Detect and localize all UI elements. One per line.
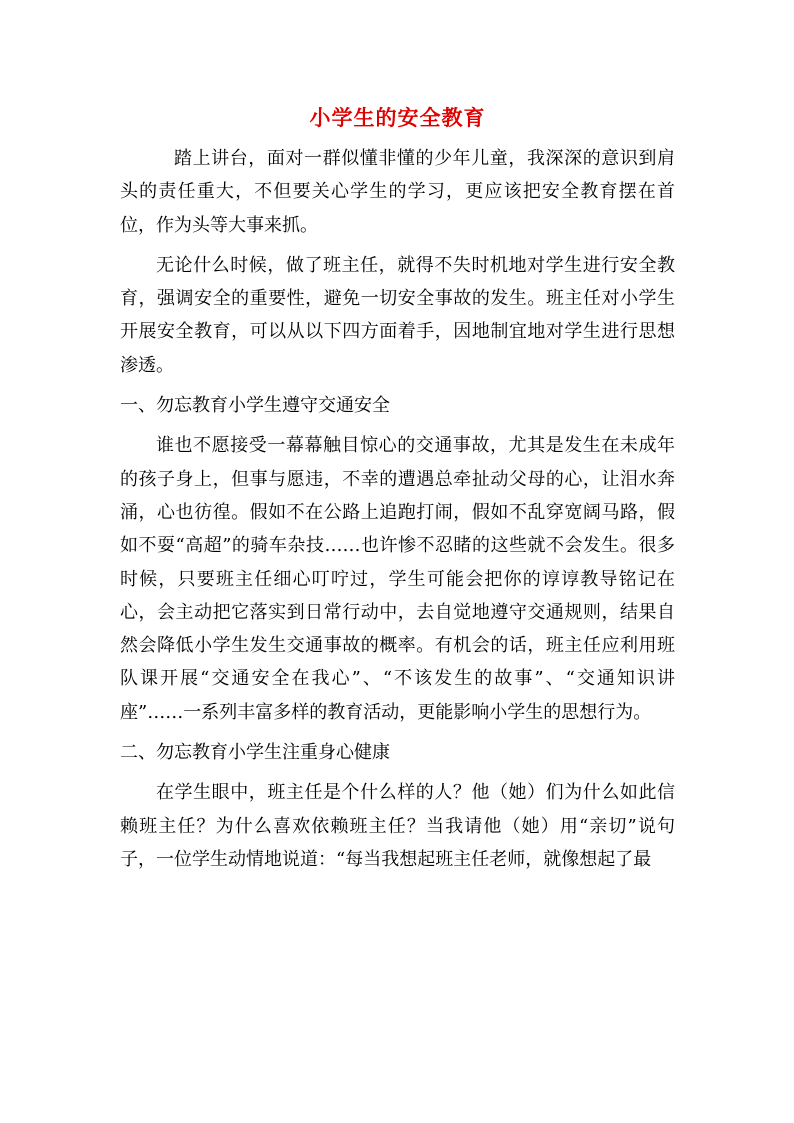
paragraph-traffic: 谁也不愿接受一幕幕触目惊心的交通事故，尤其是发生在未成年的孩子身上，但事与愿违，不幸的遭遇总牵扯动父母的心，让泪水奔涌，心也彷徨。假如不在公路上追跑打闹，假如不乱穿宽阔马路，假如不耍“高超”的骑车杂技……也许惨不忍睹的这些就不会发生。很多时候，只要班主任细心叮咛过，学生可能会把你的谆谆教导铭记在心，会主动把它落实到日常行动中，去自觉地遵守交通规则，结果自然会降低小学生发生交通事故的概率。有机会的话，班主任应利用班队课开展“交通安全在我心”、“不该发生的故事”、“交通知识讲座”……一系列丰富多样的教育活动，更能影响小学生的思想行为。 [120, 435, 675, 723]
section-heading-traffic: 一、勿忘教育小学生遵守交通安全 [120, 395, 390, 417]
paragraph-health: 在学生眼中，班主任是个什么样的人？他（她）们为什么如此信赖班主任？为什么喜欢依赖班主任？当我请他（她）用“亲切”说句子，一位学生动情地说道：“每当我想起班主任老师，就像想起了最 [120, 782, 675, 870]
document-page [120, 100, 675, 883]
paragraph-overview: 无论什么时候，做了班主任，就得不失时机地对学生进行安全教育，强调安全的重要性，避免一切安全事故的发生。班主任对小学生开展安全教育，可以从以下四方面着手，因地制宜地对学生进行思想渗透。 [120, 254, 675, 376]
document-title: 小学生的安全教育 [309, 105, 486, 130]
paragraph-intro: 踏上讲台，面对一群似懂非懂的少年儿童，我深深的意识到肩头的责任重大，不但要关心学生的学习，更应该把安全教育摆在首位，作为头等大事来抓。 [120, 148, 675, 236]
section-heading-health: 二、勿忘教育小学生注重身心健康 [120, 742, 390, 764]
